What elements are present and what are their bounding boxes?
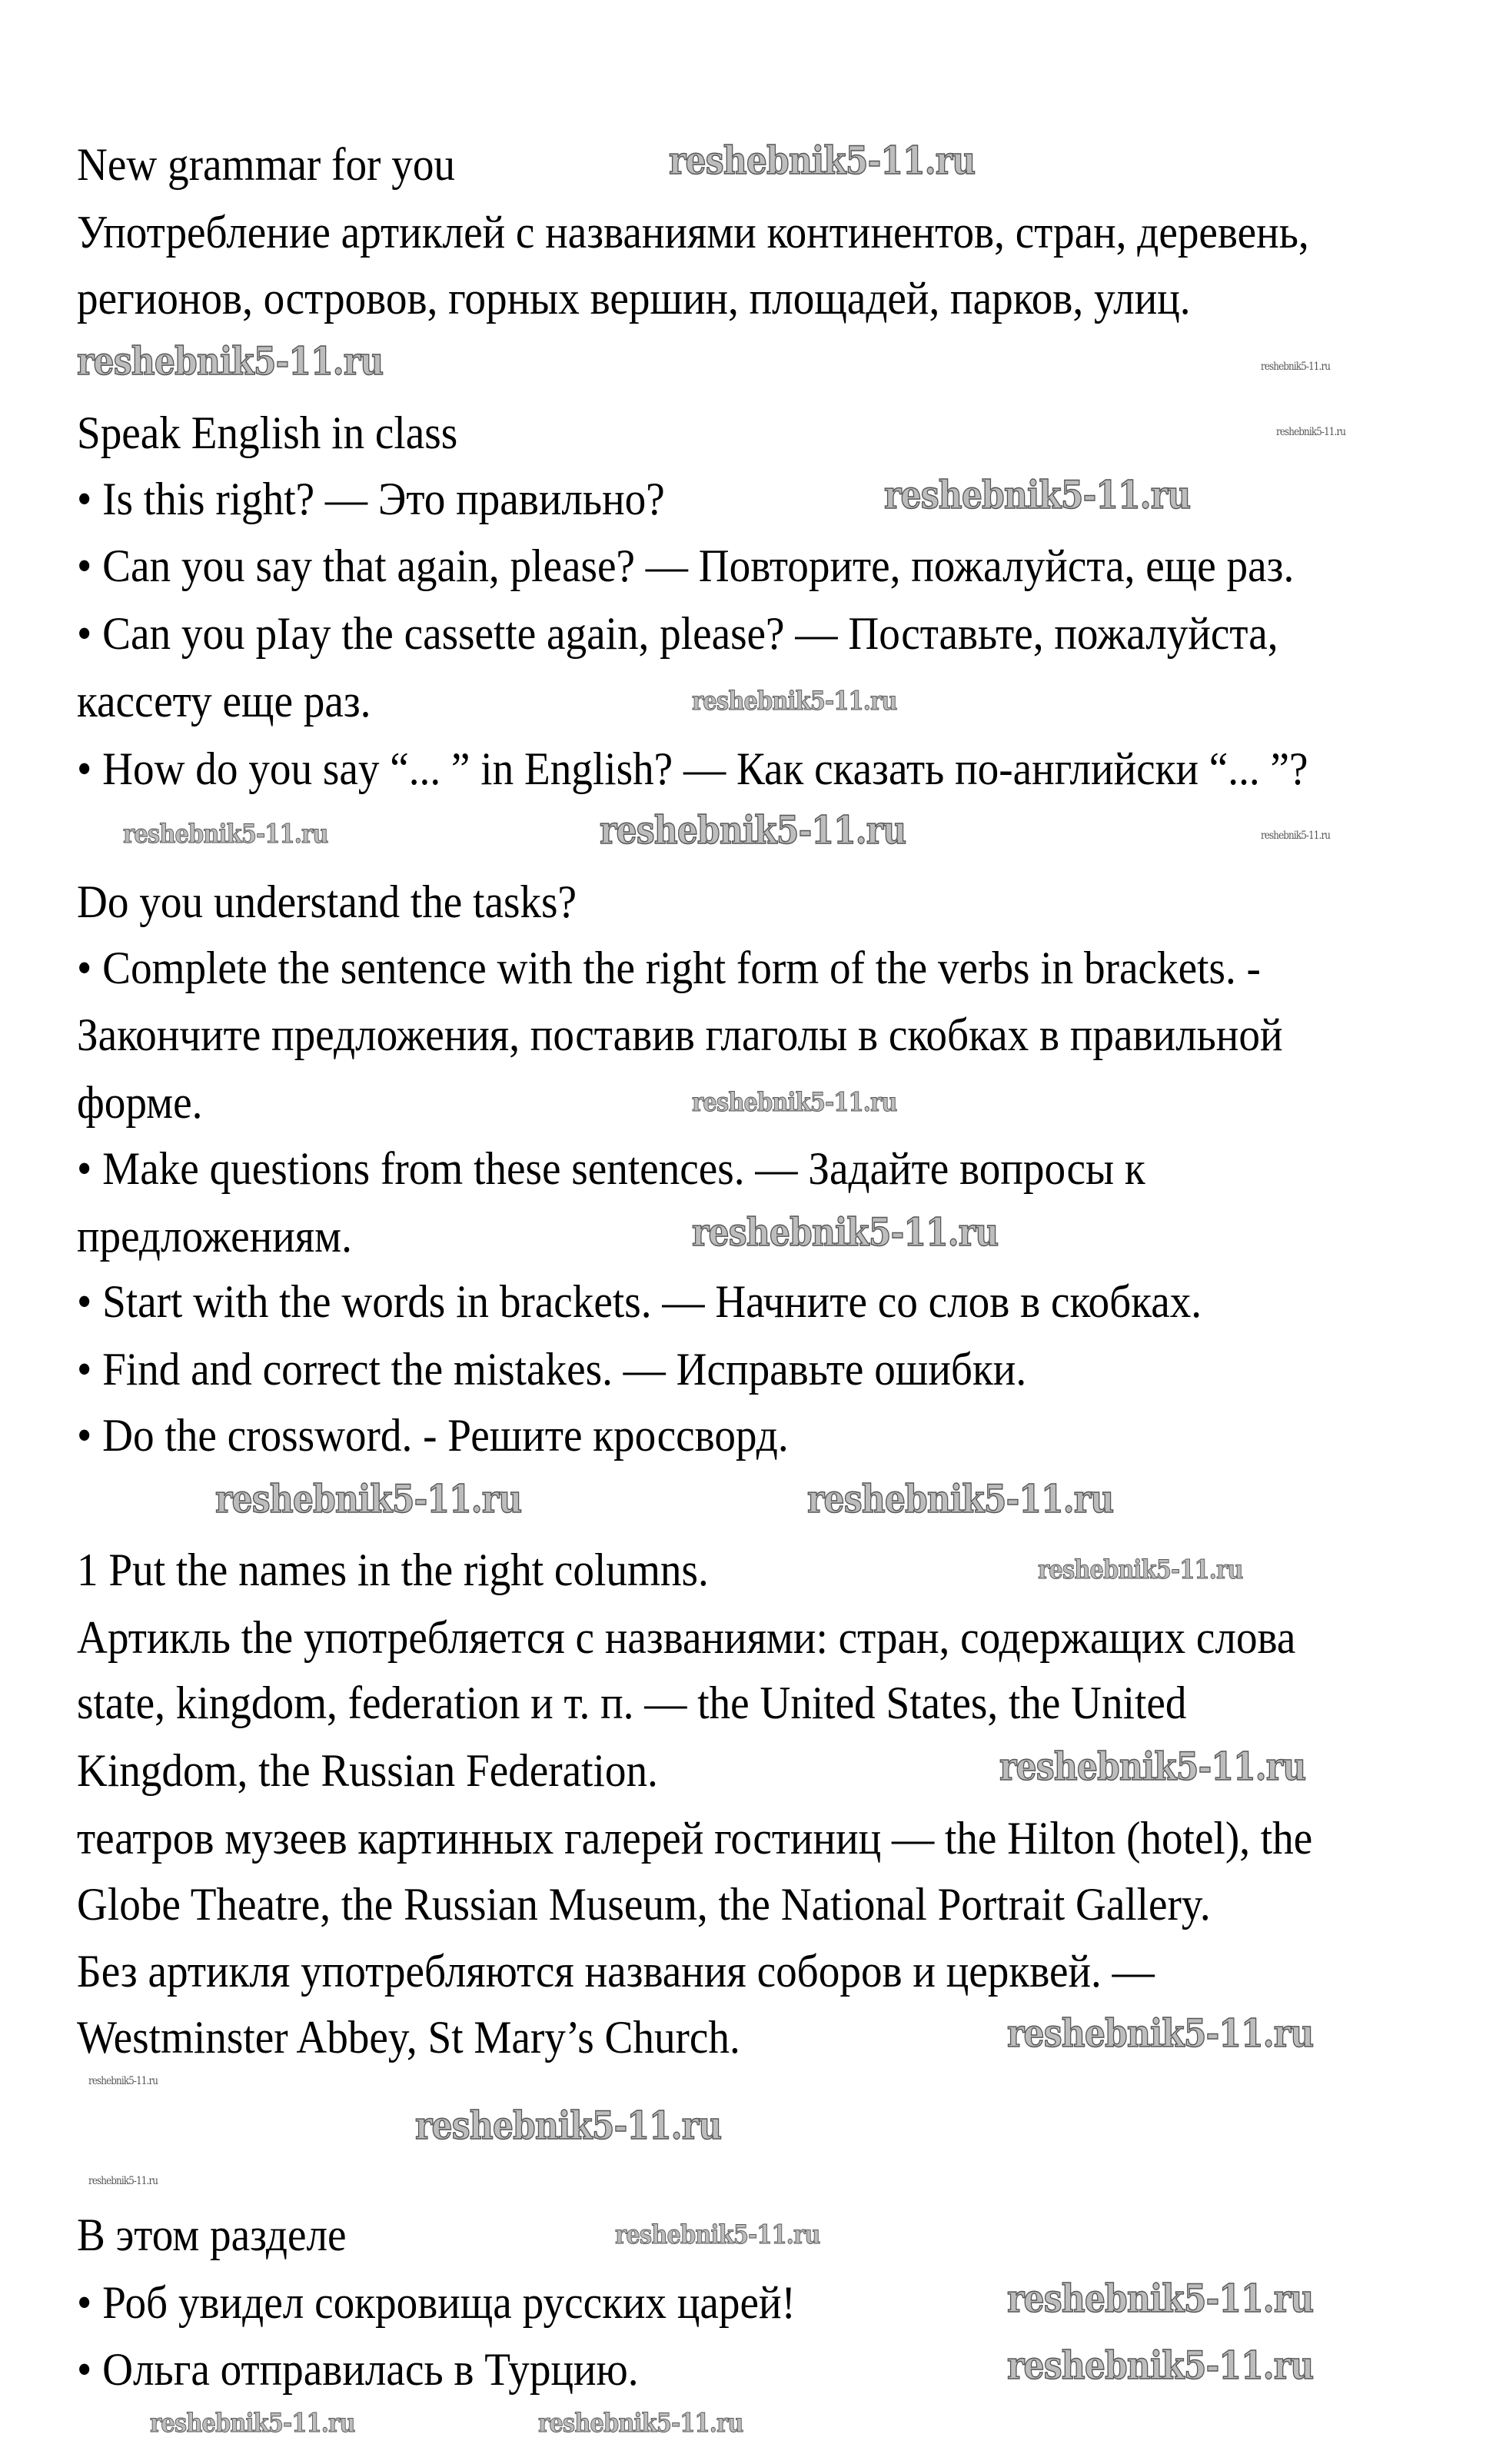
text-line: Артикль the употребляется с названиями: стран, содержащих слова <box>77 1611 1296 1663</box>
text-line: Globe Theatre, the Russian Museum, the National Portrait Gallery. <box>77 1878 1211 1930</box>
watermark: reshebnik5-11.ru <box>88 2075 158 2087</box>
text-line: • Ольга отправилась в Турцию. <box>77 2344 639 2396</box>
watermark: reshebnik5-11.ru <box>150 2408 355 2439</box>
text-line: • Can you say that again, please? — Повторите, пожалуйста, еще раз. <box>77 540 1295 592</box>
watermark: reshebnik5-11.ru <box>77 338 384 384</box>
text-line: Употребление артиклей с названиями континентов, стран, деревень, <box>77 206 1309 258</box>
watermark: reshebnik5-11.ru <box>692 1209 999 1255</box>
watermark: reshebnik5-11.ru <box>123 819 328 850</box>
watermark: reshebnik5-11.ru <box>1261 361 1331 373</box>
text-line: • Start with the words in brackets. — Начните со слов в скобках. <box>77 1276 1202 1328</box>
text-line: • Can you pIay the cassette again, please? — Поставьте, пожалуйста, <box>77 608 1278 660</box>
text-line: Do you understand the tasks? <box>77 876 577 927</box>
text-line: регионов, островов, горных вершин, площадей, парков, улиц. <box>77 272 1191 324</box>
text-line: • How do you say “... ” in English? — Как сказать по-английски “... ”? <box>77 743 1308 794</box>
watermark: reshebnik5-11.ru <box>538 2408 743 2439</box>
watermark: reshebnik5-11.ru <box>669 138 976 183</box>
watermark: reshebnik5-11.ru <box>415 2103 722 2148</box>
watermark: reshebnik5-11.ru <box>88 2175 158 2187</box>
watermark: reshebnik5-11.ru <box>884 472 1191 517</box>
watermark: reshebnik5-11.ru <box>1007 2276 1314 2321</box>
watermark: reshebnik5-11.ru <box>600 807 906 853</box>
watermark: reshebnik5-11.ru <box>999 1744 1306 1789</box>
text-line: • Роб увидел сокровища русских царей! <box>77 2276 796 2328</box>
watermark: reshebnik5-11.ru <box>615 2220 820 2250</box>
text-line: форме. <box>77 1077 203 1129</box>
text-line: • Do the crossword. - Решите кроссворд. <box>77 1409 789 1461</box>
watermark: reshebnik5-11.ru <box>1007 2010 1314 2056</box>
text-line: предложениям. <box>77 1210 352 1262</box>
text-line: • Make questions from these sentences. — Задайте вопросы к <box>77 1142 1145 1194</box>
watermark: reshebnik5-11.ru <box>692 686 897 717</box>
text-line: state, kingdom, federation и т. п. — the United States, the United <box>77 1678 1187 1729</box>
text-line: New grammar for you <box>77 139 456 191</box>
watermark: reshebnik5-11.ru <box>807 1476 1114 1521</box>
text-line: Kingdom, the Russian Federation. <box>77 1745 658 1797</box>
text-line: театров музеев картинных галерей гостиниц — the Hilton (hotel), the <box>77 1812 1313 1864</box>
text-line: • Complete the sentence with the right form of the verbs in brackets. - <box>77 942 1261 993</box>
watermark: reshebnik5-11.ru <box>1038 1555 1243 1585</box>
watermark: reshebnik5-11.ru <box>1261 830 1331 842</box>
text-line: Без артикля употребляются названия соборов и церквей. — <box>77 1946 1155 1997</box>
text-line: Закончите предложения, поставив глаголы в скобках в правильной <box>77 1009 1283 1061</box>
text-line: кассету еще раз. <box>77 675 371 727</box>
text-line: 1 Put the names in the right columns. <box>77 1545 709 1596</box>
text-line: В этом разделе <box>77 2210 347 2260</box>
watermark: reshebnik5-11.ru <box>215 1476 522 1521</box>
text-line: Westminster Abbey, St Mary’s Church. <box>77 2011 740 2063</box>
watermark: reshebnik5-11.ru <box>1276 426 1346 438</box>
text-line: • Find and correct the mistakes. — Исправьте ошибки. <box>77 1343 1027 1395</box>
text-line: Speak English in class <box>77 407 458 459</box>
text-line: • Is this right? — Это правильно? <box>77 473 665 524</box>
watermark: reshebnik5-11.ru <box>1007 2343 1314 2388</box>
watermark: reshebnik5-11.ru <box>692 1087 897 1118</box>
